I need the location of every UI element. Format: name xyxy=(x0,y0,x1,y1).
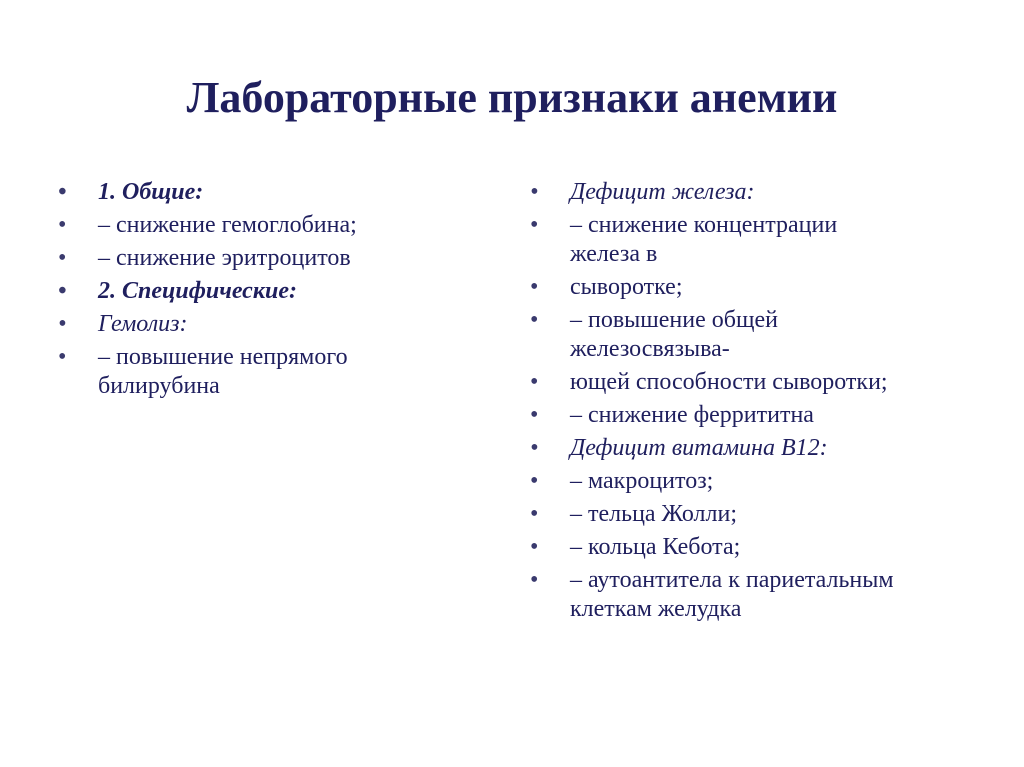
bullet-icon: • xyxy=(530,468,539,494)
list-item xyxy=(530,566,970,624)
left-column-list xyxy=(58,178,458,405)
list-item-text: Гемолиз: xyxy=(98,311,188,337)
list-item-text: – макроцитоз; xyxy=(570,468,714,494)
slide-title: Лабораторные признаки анемии xyxy=(186,73,838,122)
bullet-icon: • xyxy=(58,311,67,337)
list-item-text: – снижение эритроцитов xyxy=(98,245,351,271)
list-item-text: Дефицит витамина В12: xyxy=(570,435,828,461)
list-item xyxy=(58,277,458,306)
list-item-text: – аутоантитела к париетальным клеткам желудка xyxy=(570,567,894,622)
list-item-text: – повышение общей железосвязыва- xyxy=(570,307,778,362)
bullet-icon: • xyxy=(58,245,67,271)
list-item-text: – повышение непрямого билирубина xyxy=(98,344,348,399)
list-item xyxy=(530,467,970,496)
list-item xyxy=(530,500,970,529)
bullet-icon: • xyxy=(530,501,539,527)
list-item xyxy=(530,273,970,302)
bullet-icon: • xyxy=(530,534,539,560)
list-item xyxy=(58,244,458,273)
bullet-icon: • xyxy=(530,369,539,395)
list-item-text: сыворотке; xyxy=(570,274,683,300)
bullet-icon: • xyxy=(530,179,539,205)
bullet-icon: • xyxy=(530,274,539,300)
list-item xyxy=(58,310,458,339)
list-item-text: – тельца Жолли; xyxy=(570,501,737,527)
bullet-icon: • xyxy=(58,344,67,370)
list-item xyxy=(530,178,970,207)
list-item xyxy=(530,434,970,463)
list-item xyxy=(58,211,458,240)
bullet-icon: • xyxy=(58,212,67,238)
list-item xyxy=(58,178,458,207)
list-item-text: – кольца Кебота; xyxy=(570,534,741,560)
right-column-list xyxy=(530,178,970,628)
list-item xyxy=(530,368,970,397)
list-item-text: ющей способности сыворотки; xyxy=(570,369,888,395)
list-item xyxy=(530,533,970,562)
bullet-icon: • xyxy=(530,212,539,238)
list-item xyxy=(530,306,870,364)
bullet-icon: • xyxy=(58,179,67,205)
list-item-text: Дефицит железа: xyxy=(570,179,755,205)
bullet-icon: • xyxy=(530,435,539,461)
list-item xyxy=(58,343,398,401)
list-item-text: 2. Специфические: xyxy=(98,278,297,304)
list-item-text: – снижение концентрации железа в xyxy=(570,212,838,267)
list-item-text: – снижение гемоглобина; xyxy=(98,212,357,238)
list-item xyxy=(530,211,900,269)
bullet-icon: • xyxy=(530,307,539,333)
list-item-text: 1. Общие: xyxy=(98,179,204,205)
bullet-icon: • xyxy=(58,278,67,304)
list-item-text: – снижение феррититна xyxy=(570,402,814,428)
list-item xyxy=(530,401,970,430)
bullet-icon: • xyxy=(530,567,539,593)
bullet-icon: • xyxy=(530,402,539,428)
